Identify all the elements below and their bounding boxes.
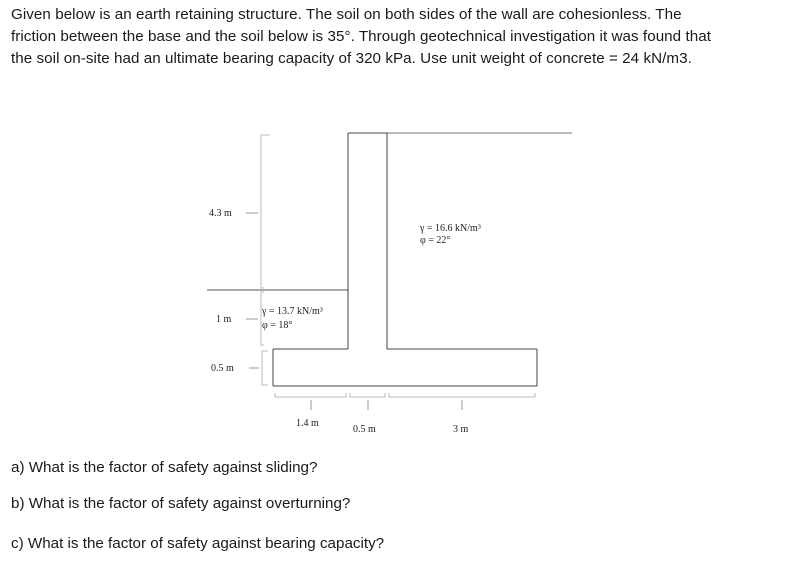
dimension-bracket-toe	[275, 393, 346, 397]
dimension-bracket-base	[262, 351, 268, 385]
dimension-bracket-stem	[350, 393, 385, 397]
right-soil-unit-weight: γ = 16.6 kN/m³	[420, 223, 481, 234]
dimension-bracket-front	[261, 292, 264, 345]
left-soil-unit-weight: γ = 13.7 kN/m³	[262, 306, 323, 317]
toe-width-label: 1.4 m	[296, 418, 319, 429]
problem-line-3: the soil on-site had an ultimate bearing capacity of 320 kPa. Use unit weight of concrete = 24 kN/m3.	[11, 50, 692, 67]
height-base-label: 0.5 m	[211, 363, 234, 374]
problem-line-1: Given below is an earth retaining structure. The soil on both sides of the wall are cohesionless. The	[11, 6, 682, 23]
heel-width-label: 3 m	[453, 424, 469, 435]
question-c: c) What is the factor of safety against bearing capacity?	[11, 535, 385, 552]
right-soil-friction-angle: φ = 22°	[420, 235, 451, 246]
dimension-bracket-main	[261, 135, 270, 288]
retaining-wall	[273, 133, 537, 386]
height-main-label: 4.3 m	[209, 208, 232, 219]
height-front-label: 1 m	[216, 314, 232, 325]
stem-width-label: 0.5 m	[353, 424, 376, 435]
problem-line-2: friction between the base and the soil below is 35°. Through geotechnical investigation it was found that	[11, 28, 711, 45]
question-b: b) What is the factor of safety against overturning?	[11, 495, 351, 512]
left-soil-friction-angle: φ = 18°	[262, 320, 293, 331]
dimension-bracket-heel	[389, 393, 535, 397]
question-a: a) What is the factor of safety against sliding?	[11, 459, 318, 476]
